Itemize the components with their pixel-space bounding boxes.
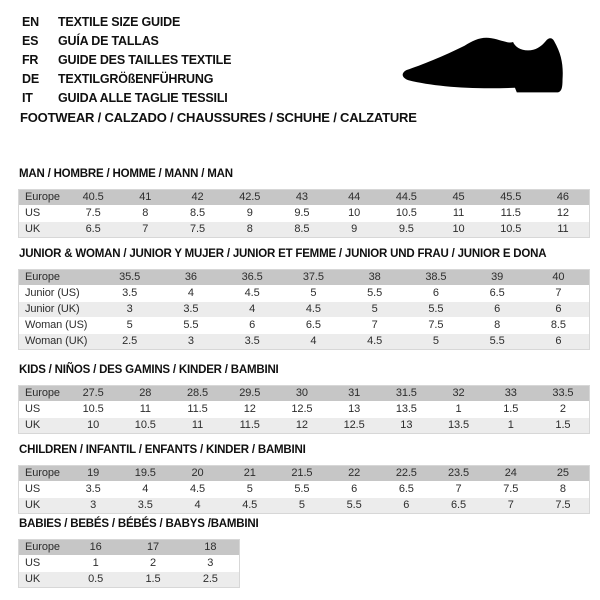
size-cell: 37.5 xyxy=(302,271,324,283)
size-cell: 8 xyxy=(142,207,149,219)
size-cell: 5 xyxy=(310,287,317,299)
size-cell: 6 xyxy=(555,303,562,315)
size-cell: 3.5 xyxy=(137,499,153,511)
table-row xyxy=(19,270,589,285)
size-cell: 7.5 xyxy=(503,483,519,495)
size-cell: 33 xyxy=(504,387,517,399)
table-row xyxy=(19,481,589,497)
size-cell: 3 xyxy=(90,499,97,511)
size-cell: 17 xyxy=(146,541,160,553)
size-cell: 9 xyxy=(351,223,358,235)
table-row xyxy=(19,190,589,205)
size-table-babies xyxy=(18,539,240,588)
size-cell: 11.5 xyxy=(239,419,260,431)
row-label: Europe xyxy=(25,387,60,399)
section-title: MAN / HOMBRE / HOMME / MANN / MAN xyxy=(19,168,233,180)
size-cell: 16 xyxy=(89,541,102,553)
size-cell: 11.5 xyxy=(500,207,521,219)
size-cell: 12 xyxy=(556,207,569,219)
size-cell: 1.5 xyxy=(145,573,161,585)
size-cell: 6.5 xyxy=(398,483,414,495)
size-cell: 33.5 xyxy=(552,387,574,399)
size-cell: 7 xyxy=(507,499,514,511)
size-cell: 19.5 xyxy=(134,467,156,479)
section-title: BABIES / BEBÉS / BÉBÉS / BABYS /BAMBINI xyxy=(19,518,259,530)
size-cell: 3.5 xyxy=(183,303,199,315)
size-cell: 42 xyxy=(191,191,204,203)
size-cell: 11 xyxy=(139,403,151,415)
size-cell: 6 xyxy=(555,335,562,347)
size-cell: 5.5 xyxy=(367,287,383,299)
size-cell: 32 xyxy=(452,387,465,399)
row-label: UK xyxy=(25,223,41,235)
size-cell: 12.5 xyxy=(343,419,365,431)
size-cell: 10.5 xyxy=(82,403,104,415)
size-cell: 45.5 xyxy=(500,191,522,203)
size-cell: 13.5 xyxy=(395,403,417,415)
table-row xyxy=(19,333,589,349)
row-label: UK xyxy=(25,499,41,511)
size-cell: 6.5 xyxy=(85,223,101,235)
row-label: Junior (US) xyxy=(25,287,80,299)
size-cell: 8 xyxy=(559,483,566,495)
size-cell: 31.5 xyxy=(395,387,417,399)
size-cell: 31 xyxy=(348,387,361,399)
section-man xyxy=(18,168,590,238)
lang-code: DE xyxy=(22,71,39,86)
size-cell: 21.5 xyxy=(291,467,313,479)
size-cell: 9.5 xyxy=(398,223,414,235)
size-cell: 44 xyxy=(348,191,361,203)
size-cell: 5.5 xyxy=(294,483,310,495)
size-cell: 5.5 xyxy=(428,303,444,315)
row-label: UK xyxy=(25,573,41,585)
size-cell: 6.5 xyxy=(451,499,467,511)
size-cell: 24 xyxy=(504,467,517,479)
section-kids xyxy=(18,364,590,434)
size-cell: 7 xyxy=(371,319,378,331)
size-cell: 4 xyxy=(194,499,201,511)
size-cell: 19 xyxy=(87,467,100,479)
size-cell: 11.5 xyxy=(187,403,208,415)
size-cell: 5.5 xyxy=(346,499,362,511)
size-cell: 3 xyxy=(207,557,214,569)
lang-text: TEXTILGRÖßENFÜHRUNG xyxy=(58,71,214,86)
size-cell: 5 xyxy=(298,499,305,511)
size-cell: 3.5 xyxy=(244,335,260,347)
size-cell: 7.5 xyxy=(190,223,205,235)
size-cell: 4.5 xyxy=(367,335,383,347)
size-cell: 6.5 xyxy=(305,319,321,331)
size-cell: 4.5 xyxy=(242,499,258,511)
table-row xyxy=(19,285,589,301)
size-table-children xyxy=(18,465,590,514)
size-cell: 21 xyxy=(243,467,256,479)
lang-text: GUIDE DES TAILLES TEXTILE xyxy=(58,52,232,67)
size-cell: 3 xyxy=(126,303,133,315)
size-cell: 5.5 xyxy=(489,335,505,347)
table-row xyxy=(19,401,589,417)
size-cell: 35.5 xyxy=(119,271,141,283)
size-cell: 40.5 xyxy=(82,191,104,203)
size-cell: 6 xyxy=(351,483,358,495)
section-children xyxy=(18,444,590,514)
size-cell: 28 xyxy=(139,387,152,399)
size-cell: 8.5 xyxy=(294,223,310,235)
size-cell: 5 xyxy=(126,319,133,331)
size-cell: 36.5 xyxy=(241,271,263,283)
size-cell: 2 xyxy=(559,403,566,415)
row-label: Europe xyxy=(25,467,60,479)
size-cell: 27.5 xyxy=(82,387,104,399)
size-cell: 4.5 xyxy=(305,303,321,315)
lang-text: GUÍA DE TALLAS xyxy=(58,33,159,48)
size-cell: 6.5 xyxy=(489,287,505,299)
size-cell: 11 xyxy=(191,419,204,431)
size-cell: 4 xyxy=(187,287,194,299)
row-label: US xyxy=(25,483,41,495)
row-label: US xyxy=(25,403,41,415)
section-title: CHILDREN / INFANTIL / ENFANTS / KINDER / BAMBINI xyxy=(19,444,306,456)
lang-code: EN xyxy=(22,14,39,29)
lang-line-fr xyxy=(22,50,231,69)
size-cell: 42.5 xyxy=(239,191,261,203)
table-row xyxy=(19,301,589,317)
size-cell: 1.5 xyxy=(555,419,571,431)
size-cell: 8.5 xyxy=(550,319,566,331)
size-cell: 44.5 xyxy=(395,191,417,203)
size-cell: 7.5 xyxy=(85,207,101,219)
size-cell: 7.5 xyxy=(428,319,444,331)
lang-code: FR xyxy=(22,52,39,67)
size-cell: 1 xyxy=(92,557,99,569)
table-row xyxy=(19,205,589,221)
row-label: Woman (UK) xyxy=(25,335,88,347)
size-cell: 11 xyxy=(557,223,569,235)
size-cell: 6 xyxy=(403,499,410,511)
lang-code: IT xyxy=(22,90,33,105)
size-cell: 10.5 xyxy=(395,207,417,219)
size-cell: 7 xyxy=(142,223,149,235)
section-junior-woman xyxy=(18,248,590,350)
size-cell: 9.5 xyxy=(294,207,310,219)
size-cell: 13 xyxy=(348,403,361,415)
size-cell: 7 xyxy=(455,483,462,495)
dress-shoe-icon xyxy=(397,28,575,98)
size-cell: 23.5 xyxy=(448,467,470,479)
size-cell: 2.5 xyxy=(122,335,138,347)
size-cell: 3 xyxy=(187,335,194,347)
size-cell: 25 xyxy=(556,467,569,479)
size-cell: 6 xyxy=(249,319,256,331)
size-cell: 18 xyxy=(204,541,217,553)
row-label: Europe xyxy=(25,191,60,203)
size-cell: 10 xyxy=(452,223,465,235)
lang-code: ES xyxy=(22,33,39,48)
row-label: Europe xyxy=(25,271,60,283)
size-cell: 6 xyxy=(494,303,501,315)
size-cell: 30 xyxy=(295,387,308,399)
size-cell: 43 xyxy=(295,191,308,203)
size-cell: 5.5 xyxy=(183,319,199,331)
size-cell: 5 xyxy=(432,335,439,347)
size-cell: 10 xyxy=(87,419,100,431)
size-cell: 7 xyxy=(555,287,562,299)
size-cell: 45 xyxy=(452,191,465,203)
size-cell: 9 xyxy=(246,207,253,219)
table-row xyxy=(19,386,589,401)
size-table-kids xyxy=(18,385,590,434)
table-row xyxy=(19,571,239,587)
size-table-junior-woman xyxy=(18,269,590,350)
lang-line-es xyxy=(22,31,231,50)
size-cell: 28.5 xyxy=(187,387,209,399)
size-cell: 1 xyxy=(455,403,462,415)
category-title: FOOTWEAR / CALZADO / CHAUSSURES / SCHUHE / CALZATURE xyxy=(20,110,417,125)
size-cell: 36 xyxy=(184,271,197,283)
size-cell: 13 xyxy=(400,419,413,431)
size-cell: 4.5 xyxy=(190,483,205,495)
size-cell: 5 xyxy=(371,303,378,315)
language-header xyxy=(22,12,231,107)
size-cell: 6 xyxy=(432,287,439,299)
size-cell: 8 xyxy=(246,223,253,235)
size-cell: 13.5 xyxy=(448,419,470,431)
size-cell: 4 xyxy=(310,335,317,347)
size-cell: 7.5 xyxy=(555,499,571,511)
table-row xyxy=(19,497,589,513)
size-cell: 10 xyxy=(348,207,361,219)
size-cell: 5 xyxy=(246,483,253,495)
size-cell: 38.5 xyxy=(425,271,447,283)
size-cell: 29.5 xyxy=(239,387,261,399)
size-cell: 0.5 xyxy=(88,573,104,585)
row-label: US xyxy=(25,557,41,569)
table-row xyxy=(19,221,589,237)
size-table-man xyxy=(18,189,590,238)
row-label: Junior (UK) xyxy=(25,303,80,315)
size-cell: 20 xyxy=(191,467,204,479)
table-row xyxy=(19,555,239,571)
row-label: UK xyxy=(25,419,41,431)
row-label: Woman (US) xyxy=(25,319,88,331)
size-cell: 41 xyxy=(139,191,152,203)
table-row xyxy=(19,540,239,555)
size-cell: 8.5 xyxy=(190,207,205,219)
size-cell: 39 xyxy=(491,271,504,283)
table-row xyxy=(19,417,589,433)
size-cell: 10.5 xyxy=(500,223,522,235)
size-cell: 38 xyxy=(368,271,381,283)
section-title: JUNIOR & WOMAN / JUNIOR Y MUJER / JUNIOR ET FEMME / JUNIOR UND FRAU / JUNIOR E DONA xyxy=(19,248,547,260)
size-cell: 12 xyxy=(243,403,256,415)
size-cell: 22.5 xyxy=(395,467,417,479)
section-title: KIDS / NIÑOS / DES GAMINS / KINDER / BAMBINI xyxy=(19,364,279,376)
size-cell: 1.5 xyxy=(503,403,519,415)
lang-line-de xyxy=(22,69,231,88)
size-cell: 11 xyxy=(452,207,465,219)
size-cell: 2.5 xyxy=(202,573,218,585)
size-cell: 22 xyxy=(348,467,361,479)
size-cell: 8 xyxy=(494,319,501,331)
table-row xyxy=(19,317,589,333)
section-babies xyxy=(18,518,259,588)
table-row xyxy=(19,466,589,481)
size-cell: 10.5 xyxy=(134,419,156,431)
lang-line-en xyxy=(22,12,231,31)
size-cell: 4.5 xyxy=(244,287,260,299)
row-label: Europe xyxy=(25,541,60,553)
size-cell: 40 xyxy=(552,271,565,283)
row-label: US xyxy=(25,207,41,219)
size-cell: 3.5 xyxy=(122,287,138,299)
lang-text: GUIDA ALLE TAGLIE TESSILI xyxy=(58,90,228,105)
size-cell: 46 xyxy=(556,191,569,203)
size-cell: 3.5 xyxy=(85,483,101,495)
size-cell: 4 xyxy=(249,303,256,315)
size-cell: 4 xyxy=(142,483,149,495)
size-cell: 2 xyxy=(149,557,156,569)
size-cell: 12 xyxy=(295,419,308,431)
lang-line-it xyxy=(22,88,231,107)
size-cell: 1 xyxy=(507,419,514,431)
lang-text: TEXTILE SIZE GUIDE xyxy=(58,14,181,29)
size-cell: 12.5 xyxy=(291,403,313,415)
